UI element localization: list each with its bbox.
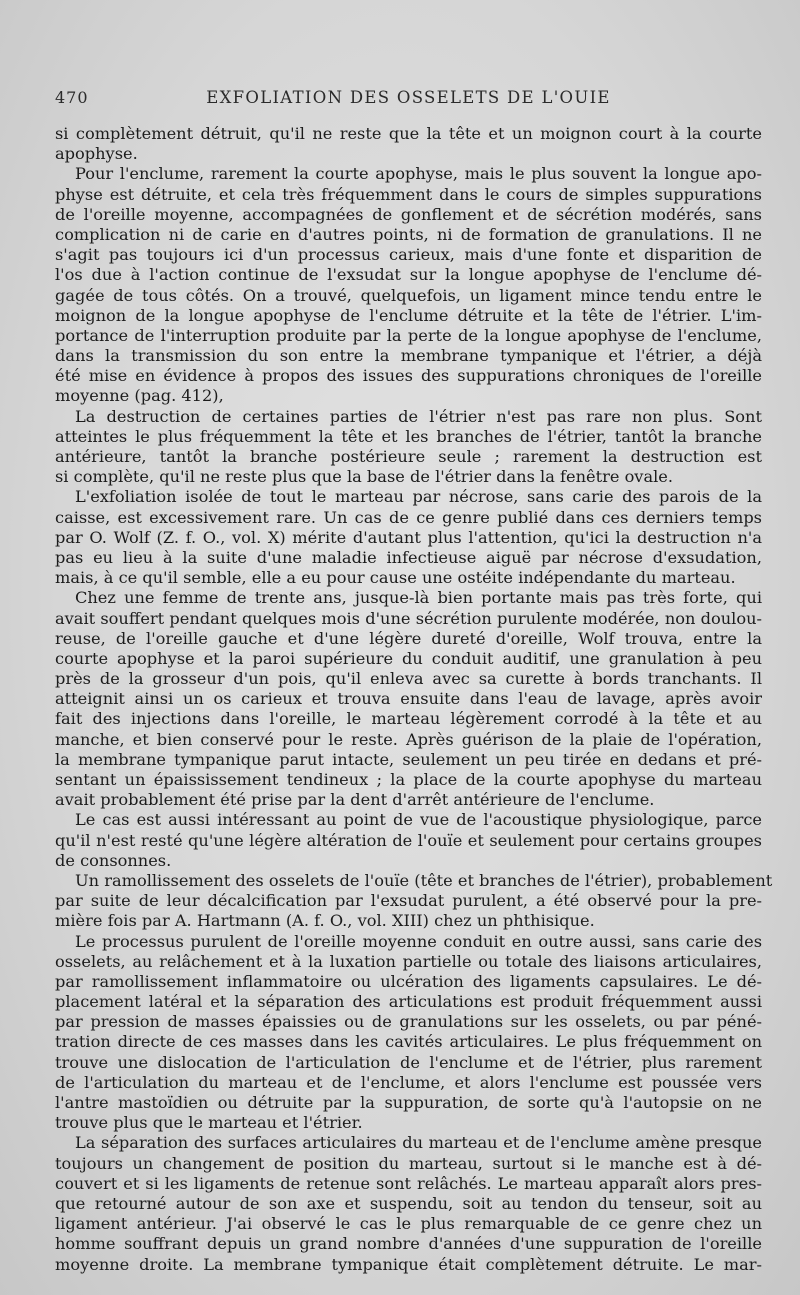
text-line: Pour l'enclume, rarement la courte apophyse, mais le plus souvent la longue apo- [75,164,762,184]
text-line: physe est détruite, et cela très fréquemment dans le cours de simples suppurations [55,184,762,204]
text-line: apophyse. [55,144,138,164]
text-line: par suite de leur décalcification par l'exsudat purulent, a été observé pour la pre- [55,891,762,911]
text-line: de l'articulation du marteau et de l'enclume, et alors l'enclume est poussée vers [55,1072,762,1092]
text-line: l'antre mastoïdien ou détruite par la suppuration, de sorte qu'à l'autopsie on ne [55,1093,762,1112]
text-line: antérieure, tantôt la branche postérieure seule ; rarement la destruction est [55,447,762,466]
text-line: sentant un épaississement tendineux ; la place de la courte apophyse du marteau [55,770,762,789]
page-number: 470 [55,88,89,107]
text-line: moyenne droite. La membrane tympanique était complètement détruite. Le mar- [55,1254,762,1274]
text-line: si complètement détruit, qu'il ne reste que la tête et un moignon court à la courte [55,124,762,143]
text-line: s'agit pas toujours ici d'un processus carieux, mais d'une fonte et disparition de [55,245,762,265]
text-line: trouve plus que le marteau et l'étrier. [55,1113,363,1133]
text-line: portance de l'interruption produite par la perte de la longue apophyse de l'enclume, [55,325,762,345]
text-line: gagée de tous côtés. On a trouvé, quelquefois, un ligament mince tendu entre le [55,285,762,305]
chapter-title: EXFOLIATION DES OSSELETS DE L'OUIE [206,88,611,107]
text-line: L'exfoliation isolée de tout le marteau par nécrose, sans carie des parois de la [75,487,762,507]
text-line: la membrane tympanique parut intacte, seulement un peu tirée en dedans et pré- [55,749,762,769]
text-line: été mise en évidence à propos des issues des suppurations chroniques de l'oreille [55,366,762,386]
text-line: La séparation des surfaces articulaires du marteau et de l'enclume amène presque [75,1133,762,1153]
text-line: mière fois par A. Hartmann (A. f. O., vol. XIII) chez un phthisique. [55,911,595,931]
text-line: La destruction de certaines parties de l'étrier n'est pas rare non plus. Sont [75,406,762,426]
text-line: que retourné autour de son axe et suspendu, soit au tendon du tenseur, soit au [55,1193,762,1213]
text-line: avait souffert pendant quelques mois d'une sécrétion purulente modérée, non doulou- [55,608,762,628]
text-line: de l'oreille moyenne, accompagnées de gonflement et de sécrétion modérés, sans [55,204,762,224]
text-line: par ramollissement inflammatoire ou ulcération des ligaments capsulaires. Le dé- [55,971,762,991]
text-line: trouve une dislocation de l'articulation de l'enclume et de l'étrier, plus rarement [55,1052,762,1072]
text-line: l'os due à l'action continue de l'exsudat sur la longue apophyse de l'enclume dé- [55,265,762,285]
text-line: courte apophyse et la paroi supérieure du conduit auditif, une granulation à peu [55,648,762,668]
text-line: osselets, au relâchement et à la luxation partielle ou totale des liaisons articulaires, [55,951,762,971]
text-line: mais, à ce qu'il semble, elle a eu pour cause une ostéite indépendante du marteau. [55,568,736,588]
text-line: près de la grosseur d'un pois, qu'il enleva avec sa curette à bords tranchants. Il [55,669,762,689]
text-line: par O. Wolf (Z. f. O., vol. X) mérite d'autant plus l'attention, qu'ici la destruction n'a [55,527,762,547]
text-line: reuse, de l'oreille gauche et d'une légère dureté d'oreille, Wolf trouva, entre la [55,628,762,648]
text-line: ligament antérieur. J'ai observé le cas le plus remarquable de ce genre chez un [55,1214,762,1234]
text-line: caisse, est excessivement rare. Un cas de ce genre publié dans ces derniers temps [55,507,762,527]
text-line: avait probablement été prise par la dent d'arrêt antérieure de l'enclume. [55,790,655,810]
text-line: moignon de la longue apophyse de l'enclume détruite et la tête de l'étrier. L'im- [55,305,762,325]
text-line: si complète, qu'il ne reste plus que la base de l'étrier dans la fenêtre ovale. [55,467,674,487]
text-line: placement latéral et la séparation des articulations est produit fréquemment aussi [55,992,762,1012]
text-line: dans la transmission du son entre la membrane tympanique et l'étrier, a déjà [55,346,762,366]
body-text [55,124,773,1275]
text-line: pas eu lieu à la suite d'une maladie infectieuse aiguë par nécrose d'exsudation, [55,547,762,567]
running-head [55,88,762,112]
text-line: tration directe de ces masses dans les cavités articulaires. Le plus fréquemment on [55,1032,762,1052]
text-line: Chez une femme de trente ans, jusque-là bien portante mais pas très forte, qui [75,588,762,608]
text-line: atteignit ainsi un os carieux et trouva ensuite dans l'eau de lavage, après avoir [55,689,762,709]
text-line: fait des injections dans l'oreille, le marteau légèrement corrodé à la tête et au [55,709,762,729]
text-line: manche, et bien conservé pour le reste. Après guérison de la plaie de l'opération, [55,729,762,749]
text-line: atteintes le plus fréquemment la tête et les branches de l'étrier, tantôt la branche [55,426,762,446]
text-line: Un ramollissement des osselets de l'ouïe (tête et branches de l'étrier), probablement [75,870,773,890]
text-line: Le processus purulent de l'oreille moyenne conduit en outre aussi, sans carie des [75,931,762,951]
text-line: complication ni de carie en d'autres points, ni de formation de granulations. Il ne [55,224,762,244]
text-line: de consonnes. [55,850,172,870]
text-line: Le cas est aussi intéressant au point de vue de l'acoustique physiologique, parce [75,810,762,830]
text-line: moyenne (pag. 412), [55,386,224,406]
text-line: qu'il n'est resté qu'une légère altération de l'ouïe et seulement pour certains groupes [55,830,762,850]
text-line: toujours un changement de position du marteau, surtout si le manche est à dé- [55,1153,762,1173]
text-line: couvert et si les ligaments de retenue sont relâchés. Le marteau apparaît alors pres- [55,1173,762,1193]
text-line: par pression de masses épaissies ou de granulations sur les osselets, ou par péné- [55,1012,762,1032]
text-line: homme souffrant depuis un grand nombre d'années d'une suppuration de l'oreille [55,1234,762,1254]
